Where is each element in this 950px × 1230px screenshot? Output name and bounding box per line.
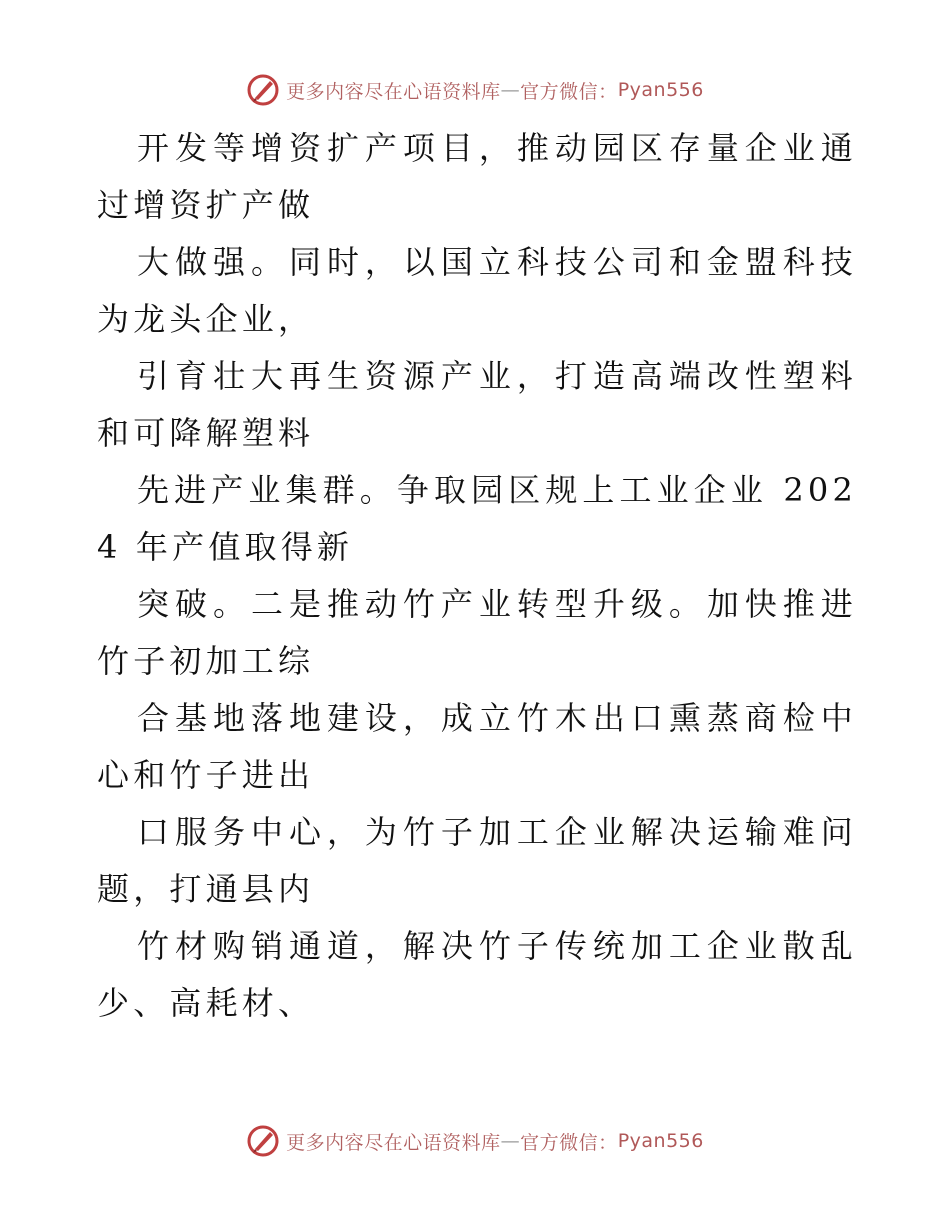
paragraph-2: 大做强。同时，以国立科技公司和金盟科技为龙头企业， (97, 243, 857, 338)
watermark-wechat-id: Pyan556 (617, 1130, 704, 1152)
paragraph-1: 开发等增资扩产项目，推动园区存量企业通过增资扩产做 (97, 129, 857, 224)
document-body (97, 120, 857, 1032)
watermark-wechat-label: 官方微信： (520, 1131, 618, 1154)
watermark-separator: — (500, 79, 521, 101)
watermark-separator: — (500, 1130, 521, 1152)
paragraph-4: 先进产业集群。争取园区规上工业企业 2024 年产值取得新 (97, 471, 857, 566)
watermark-wechat-id: Pyan556 (617, 79, 704, 101)
paragraph-6: 合基地落地建设，成立竹木出口熏蒸商检中心和竹子进出 (97, 699, 857, 794)
quill-pen-logo-icon (246, 1124, 280, 1158)
watermark-wechat-label: 官方微信： (520, 80, 618, 103)
paragraph-8: 竹材购销通道，解决竹子传统加工企业散乱少、高耗材、 (97, 927, 857, 1022)
watermark-site-text: 更多内容尽在心语资料库 (286, 1131, 501, 1154)
paragraph-3: 引育壮大再生资源产业，打造高端改性塑料和可降解塑料 (97, 357, 857, 452)
paragraph-7: 口服务中心，为竹子加工企业解决运输难问题，打通县内 (97, 813, 857, 908)
watermark-site-text: 更多内容尽在心语资料库 (286, 80, 501, 103)
footer-watermark (0, 1121, 950, 1161)
quill-pen-logo-icon (246, 73, 280, 107)
header-watermark (0, 70, 950, 110)
paragraph-5: 突破。二是推动竹产业转型升级。加快推进竹子初加工综 (97, 585, 857, 680)
